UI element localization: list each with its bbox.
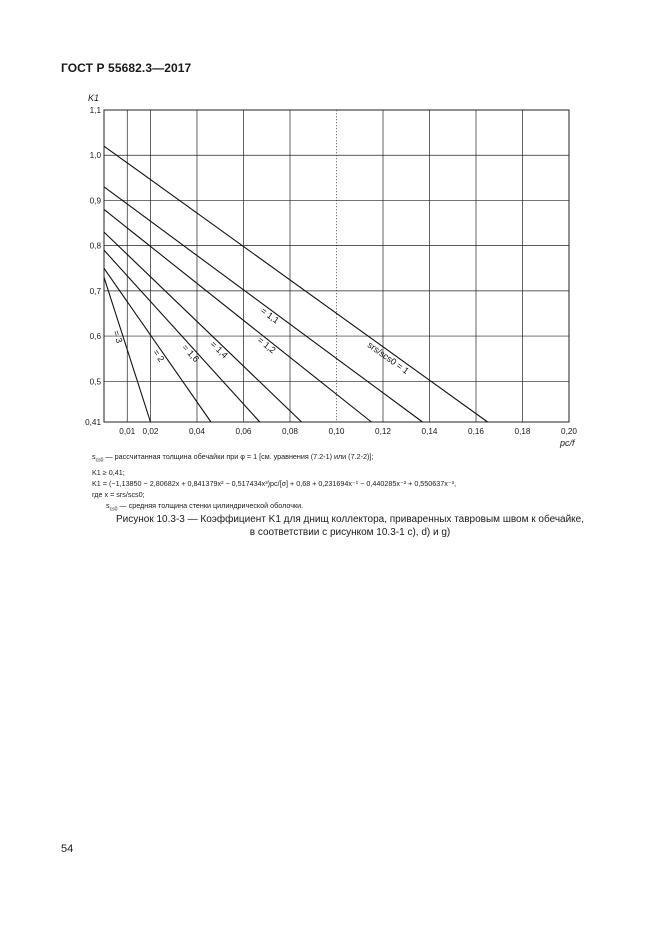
y-tick-label: 0,7	[89, 286, 101, 296]
series-label: = 1,6	[180, 342, 202, 365]
figure-caption	[70, 513, 630, 539]
chart-series-labels	[111, 305, 411, 376]
y-axis-label: K1	[88, 93, 100, 103]
series-label: srs/scs0 = 1	[365, 339, 411, 377]
page-number: 54	[61, 843, 74, 855]
x-tick-label: 0,01	[119, 427, 136, 436]
y-tick-label: 0,6	[89, 332, 101, 342]
chart-grid	[104, 110, 569, 422]
x-tick-label: 0,18	[514, 427, 531, 436]
chart-series	[104, 146, 488, 422]
y-tick-label: 1,0	[89, 151, 101, 161]
k1-chart	[0, 0, 661, 460]
y-tick-label: 1,1	[89, 106, 101, 115]
note-scs0-definition: $s_{cs0}$ — рассчитанная толщина обечайки при φ = 1 [см. уравнения (7.2-1) или (7.2-2)];	[92, 452, 374, 464]
chart-notes	[92, 451, 612, 515]
series-label: = 1,1	[258, 305, 281, 326]
y-tick-label: 0,41	[85, 418, 101, 427]
x-tick-label: 0,06	[235, 427, 252, 436]
caption-line-1: Рисунок 10.3-3 — Коэффициент K1 для днищ коллектора, приваренных тавровым швом к обечайке,	[115, 514, 585, 525]
note-x-definition: где x = srs/scs0;	[92, 489, 145, 499]
x-tick-label: 0,16	[468, 427, 484, 436]
series-line	[104, 187, 423, 422]
series-line	[104, 209, 371, 422]
y-tick-label: 0,5	[89, 377, 101, 387]
x-axis-label: pc/f	[560, 438, 575, 448]
note-k1-min: K1 ≥ 0,41;	[92, 467, 125, 477]
x-tick-label: 0,12	[375, 427, 391, 436]
series-label: = 2	[150, 347, 167, 364]
series-line	[104, 232, 302, 422]
series-line	[104, 268, 211, 422]
series-label: = 1,4	[208, 339, 230, 361]
x-tick-label: 0,02	[142, 427, 159, 436]
x-tick-label: 0,20	[561, 427, 577, 436]
series-label: = 3	[111, 329, 125, 345]
note-k1-formula: K1 = (−1,13850 − 2,80682x + 0,841379x² − 0,517434x³)pc/[σ] + 0,68 + 0,231694x⁻¹ − 0,440285x⁻² + 0,550637x⁻³,	[92, 478, 457, 488]
x-tick-label: 0,08	[282, 427, 298, 436]
document-header: ГОСТ Р 55682.3—2017	[61, 61, 192, 75]
series-label: = 1,2	[255, 334, 278, 356]
series-line	[104, 146, 488, 422]
y-tick-label: 0,9	[89, 196, 101, 206]
y-tick-label: 0,8	[89, 241, 101, 251]
x-tick-label: 0,14	[421, 427, 438, 436]
chart-axis-labels	[88, 93, 576, 448]
caption-line-2: в соответствии с рисунком 10.3-1 с), d) и g)	[249, 527, 451, 538]
note-scs0-average: $s_{cs0}$ — средняя толщина стенки цилиндрической оболочки.	[106, 500, 304, 513]
x-tick-label: 0,04	[189, 427, 205, 436]
x-tick-label: 0,10	[328, 427, 345, 436]
